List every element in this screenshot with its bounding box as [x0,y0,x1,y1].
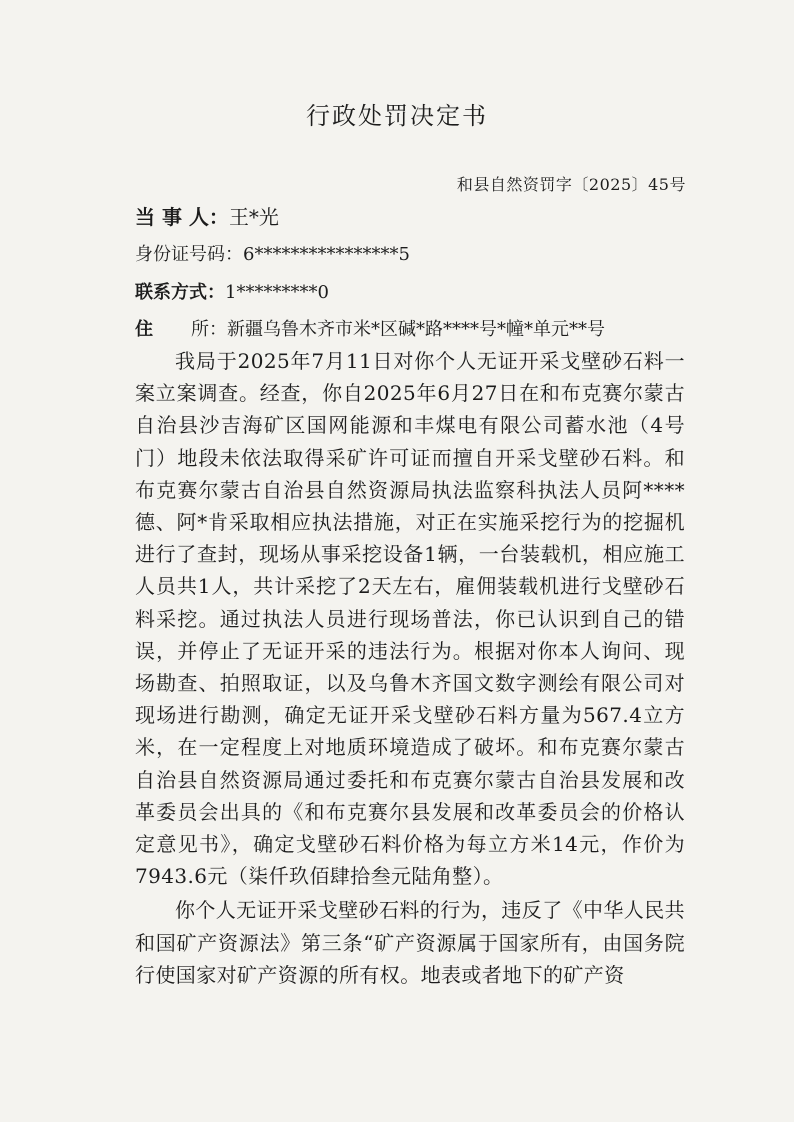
party-name-value: 王*光 [228,205,279,229]
party-name-label: 当 事 人： [135,205,229,229]
party-address-label-1: 住 [135,319,153,340]
party-phone-label: 联系方式： [135,282,225,303]
party-phone-row [135,278,329,304]
party-address-label-2: 所： [191,319,227,340]
document-title: 行政处罚决定书 [306,102,488,130]
party-name-row [135,201,279,230]
body-paragraph-2: 你个人无证开采戈壁砂石料的行为，违反了《中华人民共和国矿产资源法》第三条“矿产资源属于国家所有，由国务院行使国家对矿产资源的所有权。地表或者地下的矿产资 [135,898,685,987]
party-phone-value: 1*********0 [225,282,329,303]
party-address-row [135,315,605,341]
document-number: 和县自然资罚字〔2025〕45号 [456,175,686,194]
document-body [135,345,685,991]
party-id-value: 6****************5 [243,244,410,265]
body-paragraph-1: 我局于2025年7月11日对你个人无证开采戈壁砂石料一案立案调查。经查，你自2025年6月27日在和布克赛尔蒙古自治县沙吉海矿区国网能源和丰煤电有限公司蓄水池（4号门）地段未依法取得采矿许可证而擅自开采戈壁砂石料。和布克赛尔蒙古自治县自然资源局执法监察科执法人员阿****德、阿*肯采取相应执法措施，对正在实施采挖行为的挖掘机进行了查封，现场从事采挖设备1辆，一台装载机，相应施工人员共1人，共计采挖了2天左右，雇佣装载机进行戈壁砂石料采挖。通过执法人员进行现场普法，你已认识到自己的错误，并停止了无证开采的违法行为。根据对你本人询问、现场勘查、拍照取证，以及乌鲁木齐国文数字测绘有限公司对现场进行勘测，确定无证开采戈壁砂石料方量为567.4立方米，在一定程度上对地质环境造成了破坏。和布克赛尔蒙古自治县自然资源局通过委托和布克赛尔蒙古自治县发展和改革委员会出具的《和布克赛尔县发展和改革委员会的价格认定意见书》，确定戈壁砂石料价格为每立方米14元，作价为7943.6元（柒仟玖佰肆拾叁元陆角整）。 [135,349,685,889]
party-address-value: 新疆乌鲁木齐市米*区碱*路****号*幢*单元**号 [227,319,605,340]
party-id-row [135,240,410,266]
party-id-label: 身份证号码： [135,244,243,265]
